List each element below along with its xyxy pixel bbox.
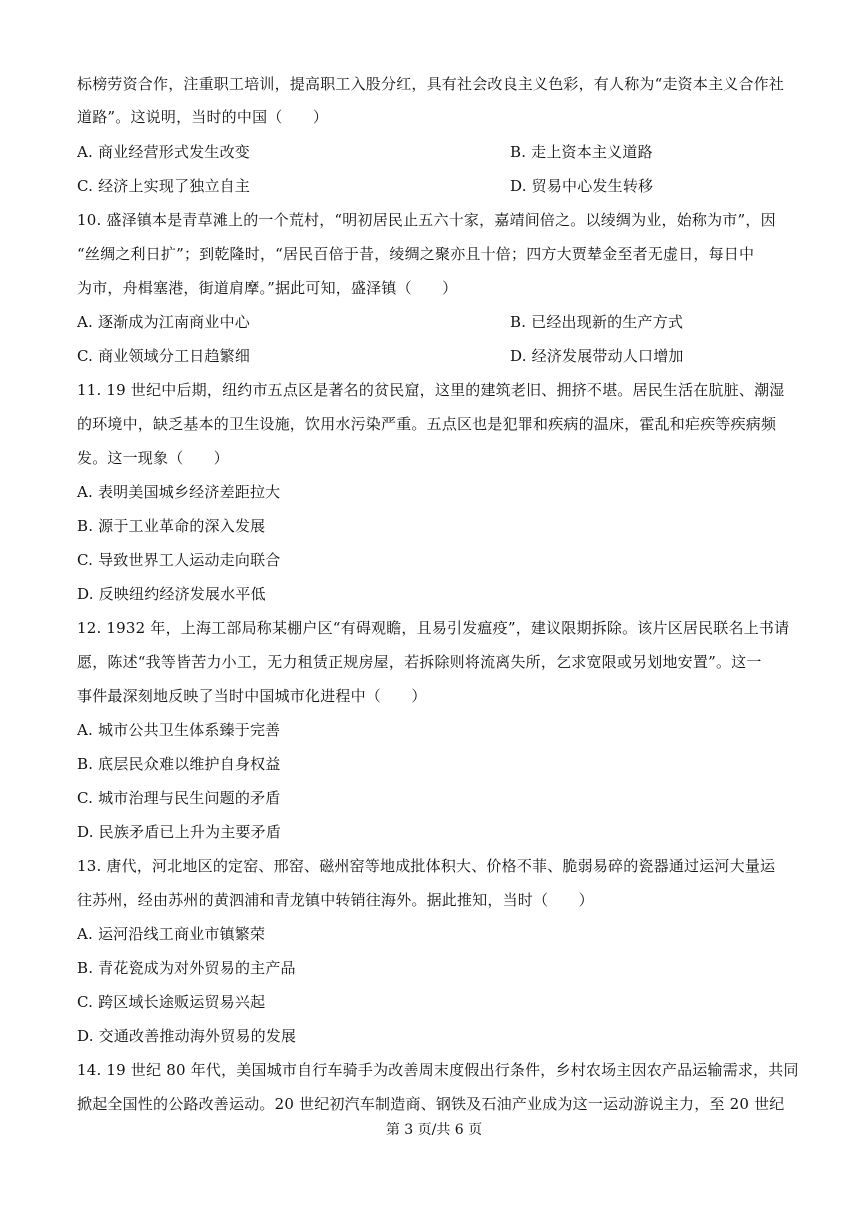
q9-options-row [77, 176, 797, 196]
q9-options-row [77, 142, 797, 162]
q12-option-b[interactable]: B. 底层民众难以维护自身权益 [77, 755, 281, 773]
q11-stem-line: 11. 19 世纪中后期，纽约市五点区是著名的贫民窟，这里的建筑老旧、拥挤不堪。居民生活在肮脏、潮湿 [77, 381, 785, 399]
q10-option-b[interactable]: B. 已经出现新的生产方式 [510, 313, 684, 331]
page-footer: 第 3 页/共 6 页 [385, 1122, 483, 1138]
q12-stem-line: 愿，陈述“我等皆苦力小工，无力租赁正规房屋，若拆除则将流离失所，乞求宽限或另划地安置”。这一 [77, 653, 762, 671]
q10-options-row [77, 312, 797, 332]
q11-option-b[interactable]: B. 源于工业革命的深入发展 [77, 517, 266, 535]
q10-stem-line: 10. 盛泽镇本是青草滩上的一个荒村，“明初居民止五六十家，嘉靖间倍之。以绫绸为业，始称为市”，因 [77, 211, 776, 229]
q13-stem-line: 13. 唐代，河北地区的定窑、邢窑、磁州窑等地成批体积大、价格不菲、脆弱易碎的瓷器通过运河大量运 [77, 857, 776, 875]
q9-stem-line: 标榜劳资合作，注重职工培训，提高职工入股分红，具有社会改良主义色彩，有人称为“走资本主义合作社 [77, 75, 785, 93]
q10-option-d[interactable]: D. 经济发展带动人口增加 [510, 347, 684, 365]
q11-option-a[interactable]: A. 表明美国城乡经济差距拉大 [77, 483, 281, 501]
q14-stem-line: 掀起全国性的公路改善运动。20 世纪初汽车制造商、钢铁及石油产业成为这一运动游说主力，至 20 世纪 [77, 1095, 785, 1113]
q10-option-a[interactable]: A. 逐渐成为江南商业中心 [77, 313, 250, 331]
q13-stem-line: 往苏州，经由苏州的黄泗浦和青龙镇中转销往海外。据此推知，当时（ ） [77, 891, 594, 909]
q9-option-b[interactable]: B. 走上资本主义道路 [510, 143, 653, 161]
q9-option-d[interactable]: D. 贸易中心发生转移 [510, 177, 654, 195]
q10-stem-line: 为市，舟楫塞港，街道肩摩。”据此可知，盛泽镇（ ） [77, 279, 458, 297]
q12-option-d[interactable]: D. 民族矛盾已上升为主要矛盾 [77, 823, 282, 841]
q12-option-c[interactable]: C. 城市治理与民生问题的矛盾 [77, 789, 281, 807]
q13-option-a[interactable]: A. 运河沿线工商业市镇繁荣 [77, 925, 266, 943]
q13-option-b[interactable]: B. 青花瓷成为对外贸易的主产品 [77, 959, 296, 977]
q10-option-c[interactable]: C. 商业领域分工日趋繁细 [77, 347, 251, 365]
q11-option-d[interactable]: D. 反映纽约经济发展水平低 [77, 585, 266, 603]
q12-stem-line: 12. 1932 年，上海工部局称某棚户区“有碍观瞻，且易引发瘟疫”，建议限期拆除。该片区居民联名上书请 [77, 619, 790, 637]
q13-option-c[interactable]: C. 跨区域长途贩运贸易兴起 [77, 993, 266, 1011]
q9-option-a[interactable]: A. 商业经营形式发生改变 [77, 143, 250, 161]
q10-options-row [77, 346, 797, 366]
q9-option-c[interactable]: C. 经济上实现了独立自主 [77, 177, 251, 195]
q12-stem-line: 事件最深刻地反映了当时中国城市化进程中（ ） [77, 687, 427, 705]
q14-stem-line: 14. 19 世纪 80 年代，美国城市自行车骑手为改善周末度假出行条件，乡村农场主因农产品运输需求，共同 [77, 1061, 799, 1079]
q11-stem-line: 的环境中，缺乏基本的卫生设施，饮用水污染严重。五点区也是犯罪和疾病的温床，霍乱和疟疾等疾病频 [77, 415, 777, 433]
q9-stem-line: 道路”。这说明，当时的中国（ ） [77, 108, 329, 126]
q12-option-a[interactable]: A. 城市公共卫生体系臻于完善 [77, 721, 281, 739]
q10-stem-line: “丝绸之利日扩”；到乾隆时，“居民百倍于昔，绫绸之聚亦且十倍；四方大贾辇金至者无虚日，每日中 [77, 245, 755, 263]
q11-option-c[interactable]: C. 导致世界工人运动走向联合 [77, 551, 281, 569]
q13-option-d[interactable]: D. 交通改善推动海外贸易的发展 [77, 1027, 297, 1045]
q11-stem-line: 发。这一现象（ ） [77, 449, 230, 467]
